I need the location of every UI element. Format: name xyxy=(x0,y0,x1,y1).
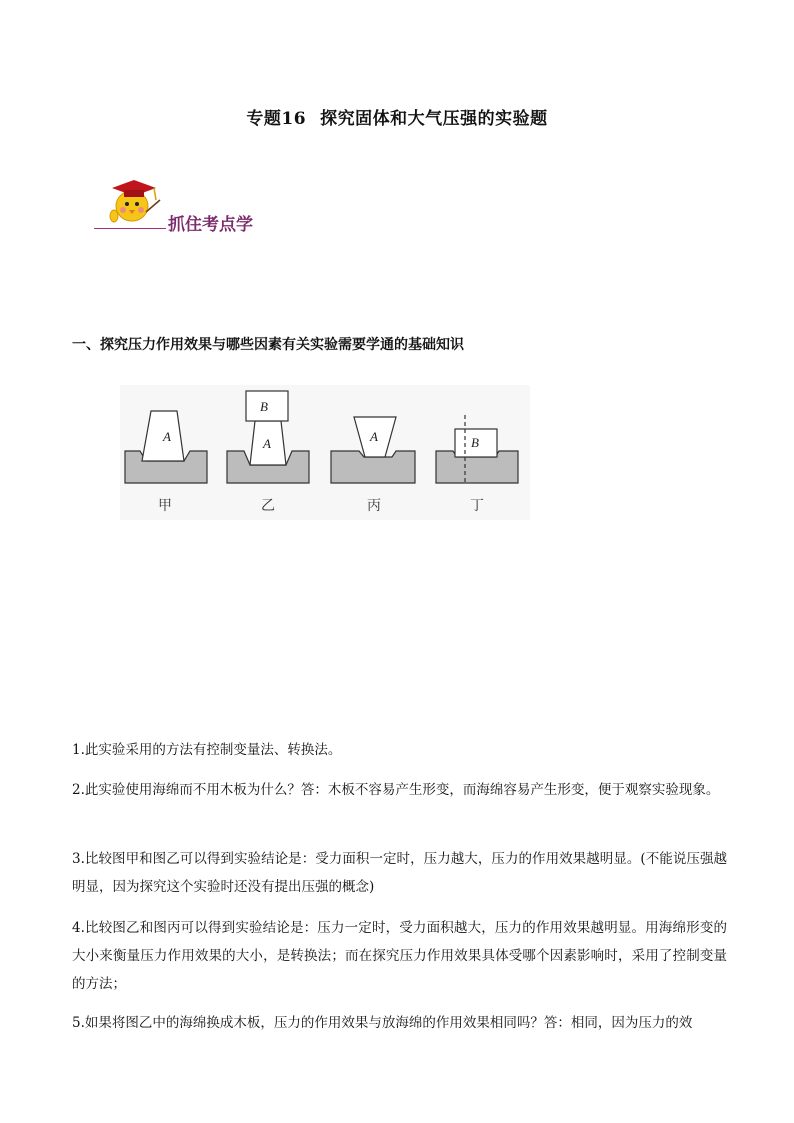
paragraph-5: 5.如果将图乙中的海绵换成木板，压力的作用效果与放海绵的作用效果相同吗？答：相同，因为压力的效 xyxy=(72,1015,693,1031)
panel-caption: 乙 xyxy=(261,498,275,514)
paragraph-1: 1.此实验采用的方法有控制变量法、转换法。 xyxy=(72,742,342,758)
block-label-a: A xyxy=(370,429,378,444)
experiment-figure xyxy=(120,385,530,520)
paragraph-4: 4.比较图乙和图丙可以得到实验结论是：压力一定时，受力面积越大，压力的作用效果越明显。用海绵形变的大小来衡量压力作用效果的大小，是转换法；而在探究压力作用效果具体受哪个因素影响时，采用了控制变量的方法； xyxy=(72,920,727,992)
paragraph-2: 2.此实验使用海绵而不用木板为什么？答：木板不容易产生形变，而海绵容易产生形变，便于观察实验现象。 xyxy=(72,782,720,798)
section-banner-label: 抓住考点学 xyxy=(168,215,253,235)
graduation-cap-chick-icon xyxy=(94,170,164,228)
panel-caption: 丁 xyxy=(470,498,484,514)
block-label-a: A xyxy=(263,436,271,451)
banner-underline xyxy=(94,228,166,229)
paragraph-3: 3.比较图甲和图乙可以得到实验结论是：受力面积一定时，压力越大，压力的作用效果越明显。(不能说压强越明显，因为探究这个实验时还没有提出压强的概念) xyxy=(72,851,727,895)
block-label-b: B xyxy=(260,399,268,414)
block-label-a: A xyxy=(163,429,171,444)
panel-caption: 甲 xyxy=(158,498,172,514)
title-number: 专题16 xyxy=(246,109,307,129)
title-text: 探究固体和大气压强的实验题 xyxy=(320,109,548,129)
block-label-b: B xyxy=(471,435,479,450)
section-heading: 一、探究压力作用效果与哪些因素有关实验需要学通的基础知识 xyxy=(72,337,464,353)
panel-caption: 丙 xyxy=(367,498,381,514)
page-title xyxy=(0,104,794,129)
